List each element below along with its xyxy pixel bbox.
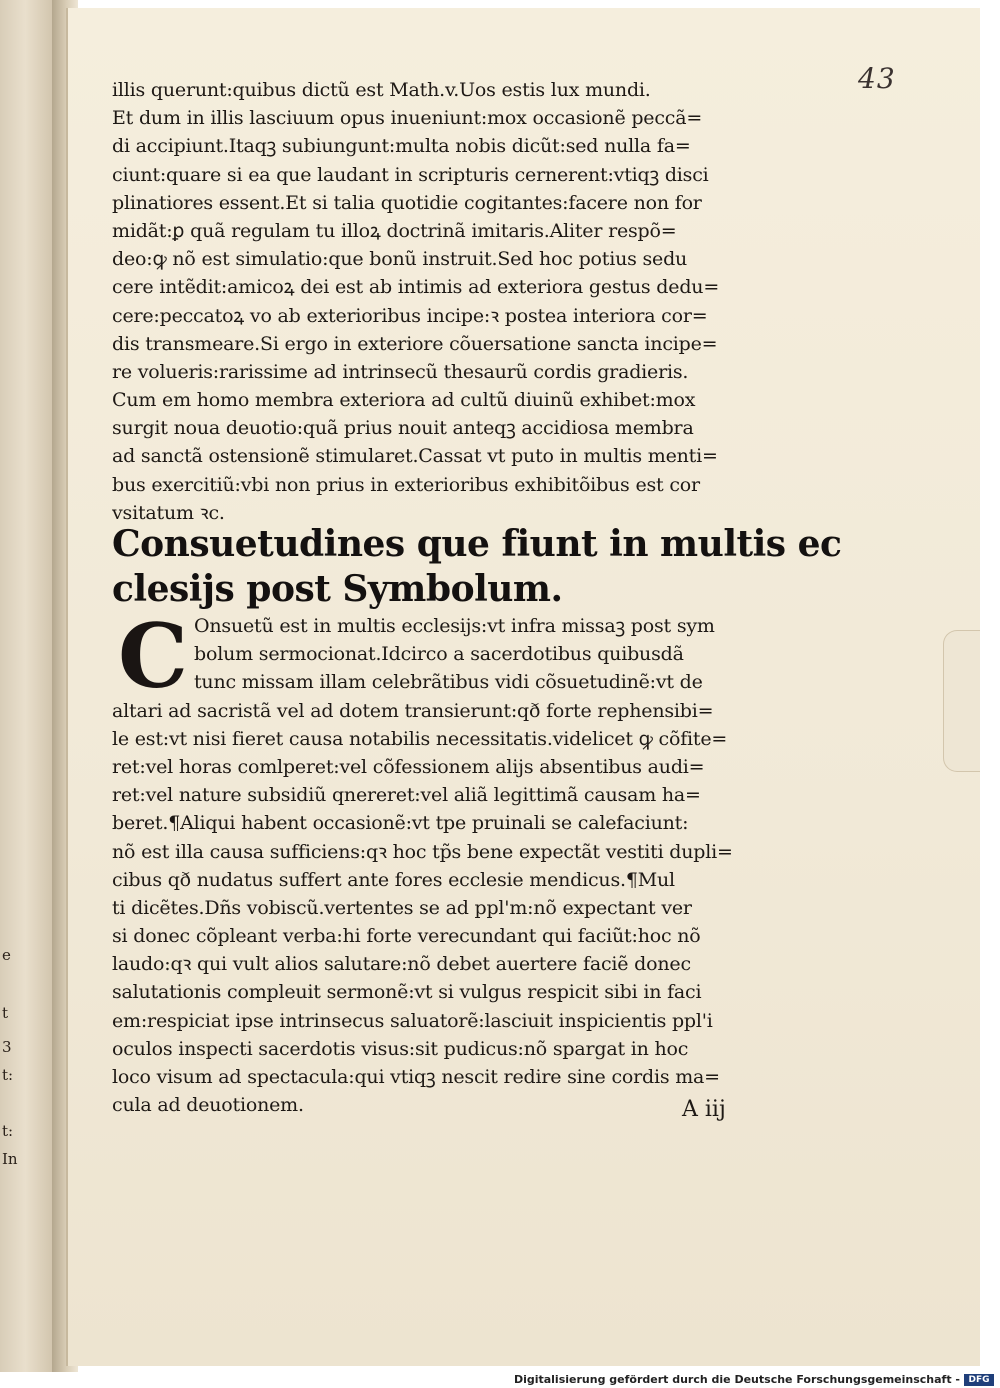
- text-line: le est:vt nisi fieret causa notabilis necessitatis.videlicet ꝙ cõfite=: [112, 727, 728, 750]
- section-heading: [112, 522, 842, 612]
- text-line: plinatiores essent.Et si talia quotidie cogitantes:facere non for: [112, 191, 702, 214]
- text-line: surgit noua deuotio:quã prius nouit anteqꝫ accidiosa membra: [112, 417, 694, 440]
- dfg-logo: DFG: [964, 1374, 994, 1386]
- text-line: ciunt:quare si ea que laudant in scripturis cernerent:vtiqꝫ disci: [112, 163, 709, 186]
- text-line: di accipiunt.Itaqꝫ subiungunt:multa nobis dicũt:sed nulla fa=: [112, 135, 691, 158]
- page-tab-edge: [943, 630, 980, 772]
- footer-bar: [0, 1372, 1000, 1388]
- facing-page-mark: t: [2, 1004, 9, 1022]
- heading-line: Consuetudines que fiunt in multis ec: [112, 523, 842, 565]
- text-line: Onsuetũ est in multis ecclesijs:vt infra missaꝫ post sym: [194, 615, 715, 637]
- text-line: beret.¶Aliqui habent occasionẽ:vt tpe pruinali se calefaciunt:: [112, 812, 689, 835]
- text-line: cibus qð nudatus suffert ante fores ecclesie mendicus.¶Mul: [112, 868, 675, 891]
- facing-page-mark: 3: [2, 1038, 12, 1056]
- text-line: Et dum in illis lasciuum opus inueniunt:mox occasionẽ peccã=: [112, 107, 703, 130]
- text-line: bus exercitiũ:vbi non prius in exterioribus exhibitõibus est cor: [112, 473, 700, 496]
- text-line: nõ est illa causa sufficiens:qꝛ hoc tp̃s bene expectãt vestiti dupli=: [112, 840, 733, 863]
- facing-page-mark: e: [2, 946, 11, 964]
- text-line: re volueris:rarissime ad intrinsecũ thesaurũ cordis gradieris.: [112, 360, 689, 383]
- text-line: deo:ꝙ nõ est simulatio:que bonũ instruit.Sed hoc potius sedu: [112, 248, 688, 271]
- text-line: tunc missam illam celebrãtibus vidi cõsuetudinẽ:vt de: [194, 671, 703, 694]
- folio-number: 43: [858, 62, 896, 95]
- text-line: cula ad deuotionem.: [112, 1094, 304, 1117]
- text-line: si donec cõpleant verba:hi forte verecundant qui faciũt:hoc nõ: [112, 925, 701, 948]
- facing-page-mark: t:: [2, 1122, 14, 1140]
- facing-page-mark: t:: [2, 1066, 14, 1084]
- decorated-initial: C: [118, 604, 189, 708]
- text-line: ret:vel horas comlperet:vel cõfessionem alijs absentibus audi=: [112, 755, 705, 778]
- funding-credit: Digitalisierung gefördert durch die Deutsche Forschungsgemeinschaft -: [513, 1373, 960, 1386]
- heading-line: clesijs post Symbolum.: [112, 568, 563, 610]
- text-line: cere:peccatoꝝ vo ab exterioribus incipe:ꝛ postea interiora cor=: [112, 304, 708, 327]
- text-line: midãt:ꝑ quã regulam tu illoꝝ doctrinã imitaris.Aliter respõ=: [112, 219, 677, 242]
- facing-page-edge: [0, 0, 56, 1372]
- signature-mark: A iij: [682, 1097, 726, 1122]
- text-line: laudo:qꝛ qui vult alios salutare:nõ debet auertere faciẽ donec: [112, 953, 691, 976]
- text-line: ad sanctã ostensionẽ stimularet.Cassat vt puto in multis menti=: [112, 445, 718, 468]
- text-line: salutationis compleuit sermonẽ:vt si vulgus respicit sibi in faci: [112, 981, 702, 1004]
- text-line: dis transmeare.Si ergo in exteriore cõuersatione sancta incipe=: [112, 332, 718, 355]
- text-line: altari ad sacristã vel ad dotem transierunt:qð forte rephensibi=: [112, 699, 714, 722]
- text-line: vsitatum ꝛc.: [112, 501, 225, 524]
- text-line: Cum em homo membra exteriora ad cultũ diuinũ exhibet:mox: [112, 389, 696, 412]
- text-line: em:respiciat ipse intrinsecus saluatorẽ:lasciuit inspicientis ppl'i: [112, 1009, 713, 1032]
- text-line: ret:vel nature subsidiũ qnereret:vel aliã legittimã causam ha=: [112, 784, 701, 807]
- text-line: illis querunt:quibus dictũ est Math.v.Uos estis lux mundi.: [112, 79, 651, 101]
- text-line: bolum sermocionat.Idcirco a sacerdotibus quibusdã: [194, 643, 684, 666]
- text-line: ti dicẽtes.Dñs vobiscũ.vertentes se ad ppl'm:nõ expectant ver: [112, 896, 692, 919]
- facing-page-mark: In: [2, 1150, 18, 1168]
- paragraph-1: [112, 76, 802, 527]
- paragraph-2: [112, 612, 802, 1119]
- text-line: loco visum ad spectacula:qui vtiqꝫ nescit redire sine cordis ma=: [112, 1066, 720, 1088]
- text-line: cere intẽdit:amicoꝝ dei est ab intimis ad exteriora gestus dedu=: [112, 276, 720, 299]
- text-line: oculos inspecti sacerdotis visus:sit pudicus:nõ spargat in hoc: [112, 1037, 689, 1060]
